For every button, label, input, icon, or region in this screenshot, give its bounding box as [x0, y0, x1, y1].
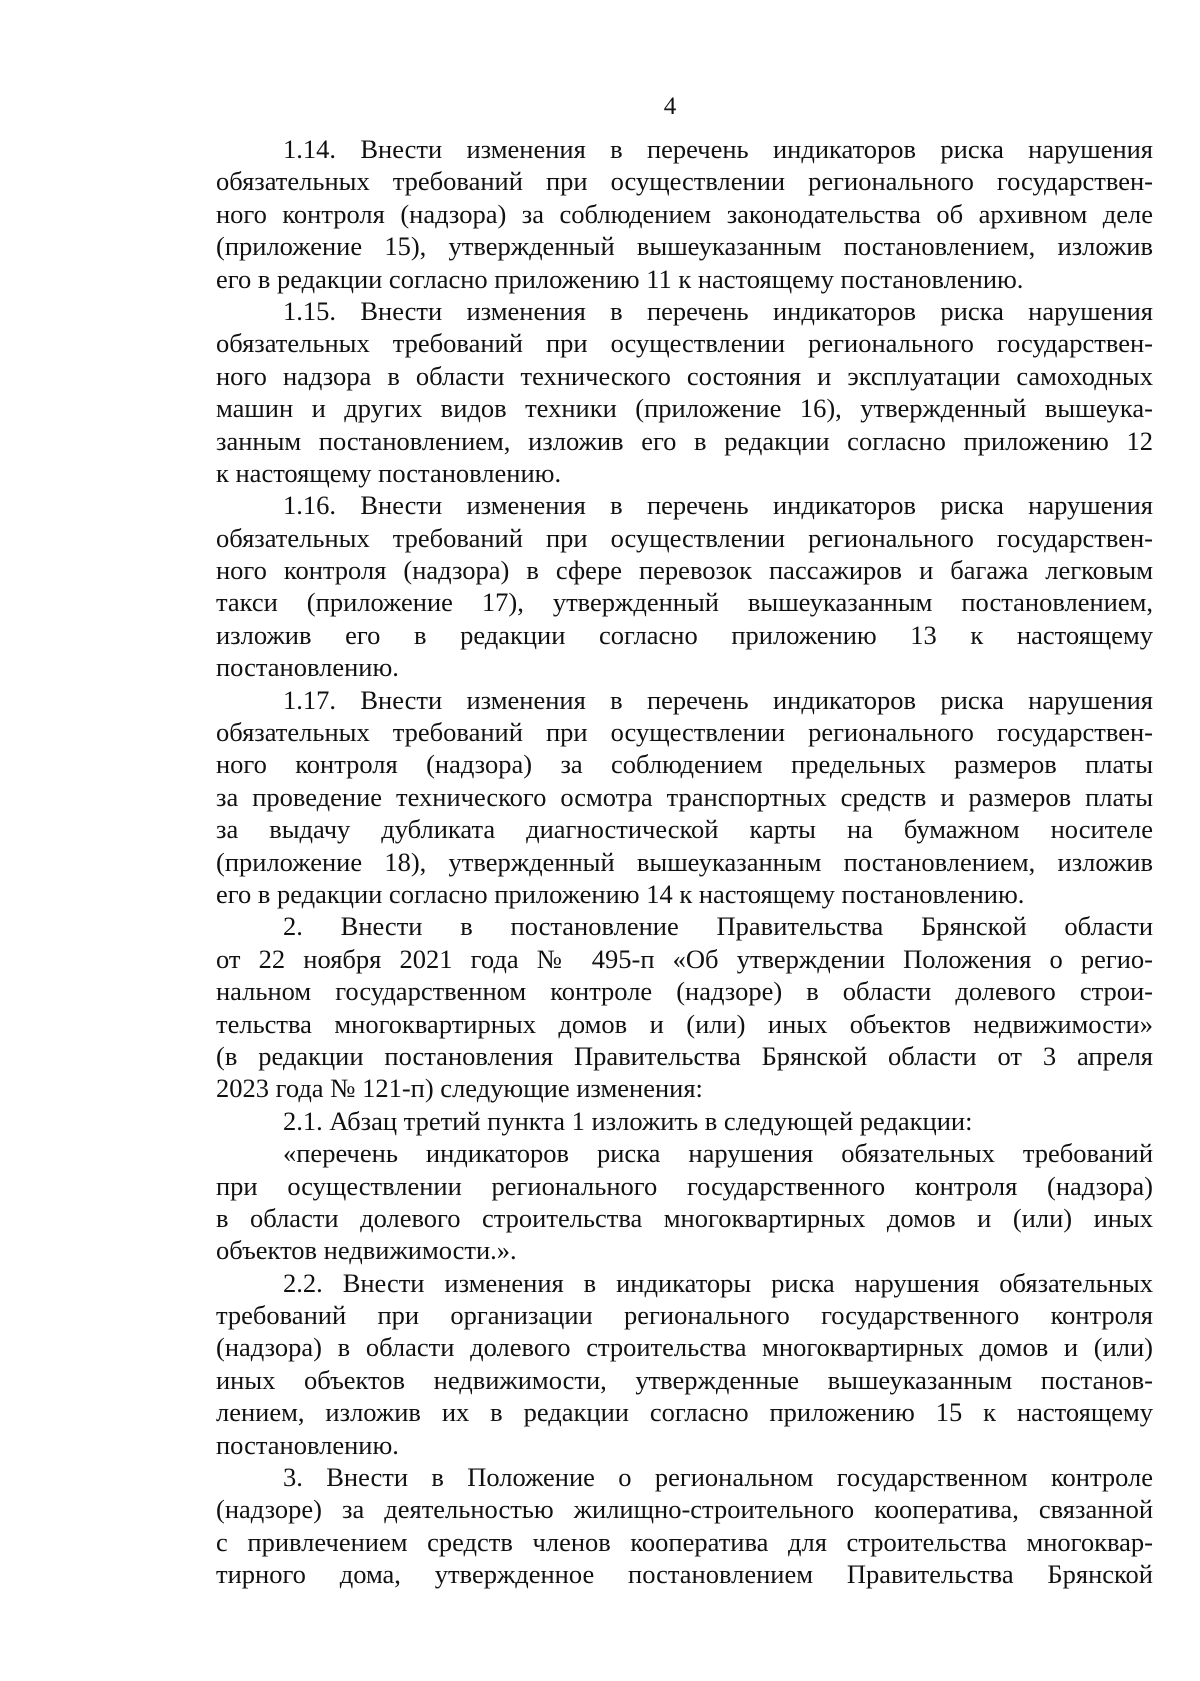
text-line: занным постановлением, изложив его в редакции согласно приложению 12	[216, 425, 1153, 456]
text-line: ного надзора в области технического состояния и эксплуатации самоходных	[216, 360, 1153, 391]
text-line: (надзора) в области долевого строительства многоквартирных домов и (или)	[216, 1332, 1153, 1363]
text-line: постановлению.	[216, 652, 399, 683]
text-line: ного контроля (надзора) за соблюдением законодательства об архивном деле	[216, 198, 1153, 229]
text-line: 2.1. Абзац третий пункта 1 изложить в следующей редакции:	[283, 1105, 973, 1136]
text-line: постановлению.	[216, 1429, 399, 1460]
text-line: иных объектов недвижимости, утвержденные вышеуказанным постанов-	[216, 1364, 1153, 1395]
text-line: обязательных требований при осуществлении регионального государствен-	[216, 166, 1153, 197]
text-line: 1.16. Внести изменения в перечень индикаторов риска нарушения	[283, 490, 1153, 521]
text-line: к настоящему постановлению.	[216, 457, 562, 488]
text-line: 1.14. Внести изменения в перечень индикаторов риска нарушения	[283, 134, 1153, 164]
text-line: (в редакции постановления Правительства Брянской области от 3 апреля	[216, 1040, 1153, 1071]
text-line: обязательных требований при осуществлении регионального государствен-	[216, 522, 1153, 553]
text-line: 2023 года № 121-п) следующие изменения:	[216, 1073, 703, 1104]
text-line: тирного дома, утвержденное постановлением Правительства Брянской	[216, 1559, 1153, 1590]
text-line: изложив его в редакции согласно приложению 13 к настоящему	[216, 619, 1153, 650]
text-line: требований при организации регионального государственного контроля	[216, 1300, 1153, 1331]
text-line: за выдачу дубликата диагностической карты на бумажном носителе	[216, 814, 1153, 845]
text-line: за проведение технического осмотра транспортных средств и размеров платы	[216, 781, 1153, 812]
text-line: объектов недвижимости.».	[216, 1235, 517, 1266]
text-line: ного контроля (надзора) в сфере перевозок пассажиров и багажа легковым	[216, 555, 1153, 586]
text-line: ного контроля (надзора) за соблюдением предельных размеров платы	[216, 749, 1153, 780]
text-line: 1.15. Внести изменения в перечень индикаторов риска нарушения	[283, 295, 1153, 326]
text-line: тельства многоквартирных домов и (или) иных объектов недвижимости»	[216, 1008, 1153, 1039]
text-line: в области долевого строительства многоквартирных домов и (или) иных	[216, 1202, 1153, 1233]
text-line: от 22 ноября 2021 года № 495-п «Об утверждении Положения о регио-	[216, 943, 1153, 974]
text-line: машин и других видов техники (приложение 16), утвержденный вышеука-	[216, 393, 1153, 424]
text-line: 2. Внести в постановление Правительства Брянской области	[283, 911, 1153, 942]
text-line: лением, изложив их в редакции согласно приложению 15 к настоящему	[216, 1397, 1153, 1428]
text-line: при осуществлении регионального государственного контроля (надзора)	[216, 1170, 1153, 1201]
text-line: с привлечением средств членов кооператива для строительства многоквар-	[216, 1526, 1153, 1557]
text-line: обязательных требований при осуществлении регионального государствен-	[216, 717, 1153, 748]
text-line: «перечень индикаторов риска нарушения обязательных требований	[283, 1138, 1153, 1169]
text-line: 3. Внести в Положение о региональном государственном контроле	[283, 1462, 1153, 1493]
text-line: 1.17. Внести изменения в перечень индикаторов риска нарушения	[283, 684, 1153, 715]
text-line: его в редакции согласно приложению 14 к настоящему постановлению.	[216, 878, 1025, 909]
text-line: (надзоре) за деятельностью жилищно-строительного кооператива, связанной	[216, 1494, 1153, 1525]
page-number: 4	[663, 93, 677, 120]
text-line: нальном государственном контроле (надзоре) в области долевого строи-	[216, 976, 1153, 1007]
text-line: обязательных требований при осуществлении регионального государствен-	[216, 328, 1153, 359]
text-line: (приложение 15), утвержденный вышеуказанным постановлением, изложив	[216, 231, 1153, 262]
text-line: его в редакции согласно приложению 11 к настоящему постановлению.	[216, 263, 1024, 294]
text-line: (приложение 18), утвержденный вышеуказанным постановлением, изложив	[216, 846, 1153, 877]
document-body	[216, 133, 1153, 1591]
text-line: 2.2. Внести изменения в индикаторы риска нарушения обязательных	[283, 1267, 1153, 1298]
text-line: такси (приложение 17), утвержденный вышеуказанным постановлением,	[216, 587, 1153, 618]
